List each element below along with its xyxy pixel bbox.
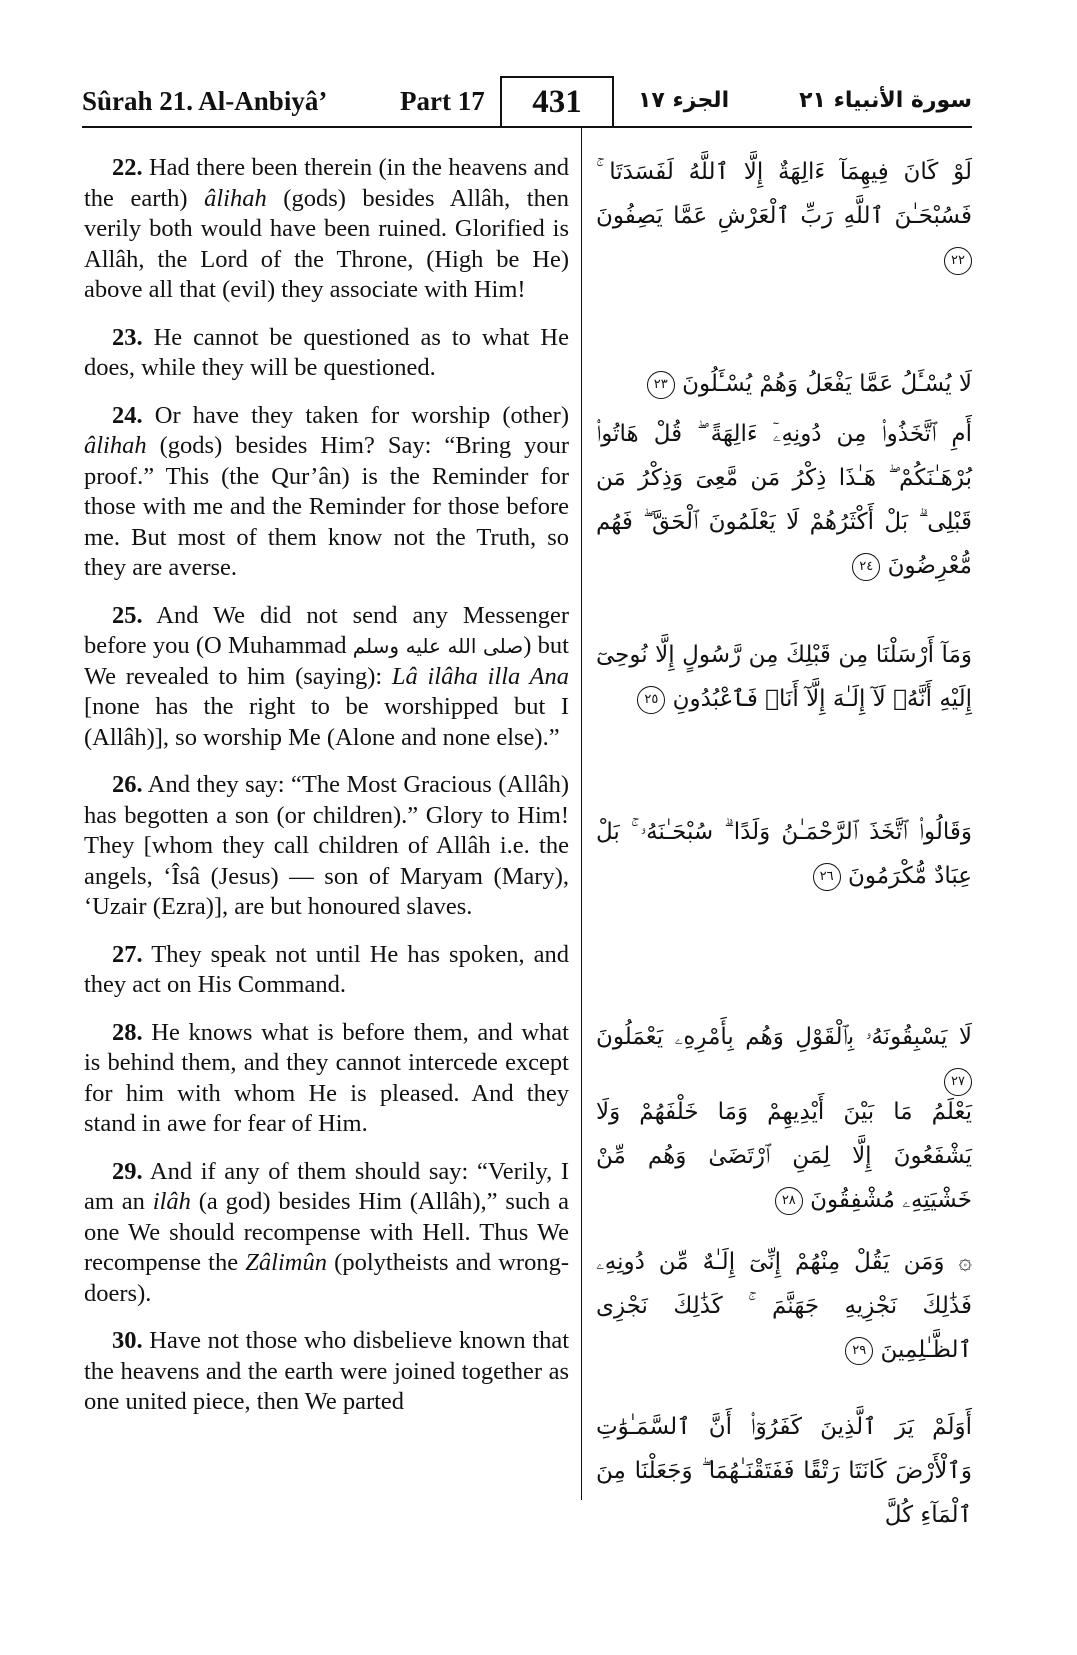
arabic-verse-text: ۞ وَمَن يَقُلْ مِنْهُمْ إِنِّىٓ إِلَـٰهٌ مِّن دُونِهِۦ فَذَٰلِكَ نَجْزِيهِ جَهَنَّمَ ۚ كَذَٰلِكَ نَجْزِى ٱلظَّـٰلِمِينَ [596,1249,972,1363]
italic-term: âlihah [84,432,147,459]
header-rule [82,126,972,128]
verse-text: (polytheists and wrong-doers). [84,1249,569,1307]
verse-arabic [596,1240,972,1372]
verse-translation [84,1326,569,1418]
surah-title-en: Sûrah 21. Al-Anbiyâ’ [82,86,328,116]
verse-translation [84,153,569,306]
verse-number: 27. [112,940,143,968]
verse-text: And they say: “The Most Gracious (Allâh) has begotten a son (or children).” Glory to Him! They [whom they call children of Allâh i.e. the angels, ‘Îsâ (Jesus) — son of Maryam (Mary), ‘Uzair (Ezra)], are but honoured slaves. [84,771,569,920]
ayah-end-marker: ٢٦ [813,863,841,891]
arabic-verse-text: لَوْ كَانَ فِيهِمَآ ءَالِهَةٌ إِلَّا ٱللَّهُ لَفَسَدَتَا ۚ فَسُبْحَـٰنَ ٱللَّهِ رَبِّ ٱلْعَرْشِ عَمَّا يَصِفُونَ [596,159,972,229]
arabic-verse-text: أَمِ ٱتَّخَذُوا۟ مِن دُونِهِۦٓ ءَالِهَةً ۖ قُلْ هَاتُوا۟ بُرْهَـٰنَكُمْ ۖ هَـٰذَا ذِكْرُ مَن مَّعِىَ وَذِكْرُ مَن قَبْلِى ۗ بَلْ أَكْثَرُهُمْ لَا يَعْلَمُونَ ٱلْحَقَّ ۖ فَهُم مُّعْرِضُونَ [596,421,972,579]
italic-term: Lâ ilâha illa Ana [391,662,569,690]
verse-number: 22. [112,154,143,181]
arabic-verse-text: وَمَآ أَرْسَلْنَا مِن قَبْلِكَ مِن رَّسُولٍ إِلَّا نُوحِىٓ إِلَيْهِ أَنَّهُۥ لَآ إِلَـٰهَ إِلَّآ أَنَا۠ فَٱعْبُدُونِ [596,642,972,712]
verse-translation [84,1018,569,1140]
page-number-box [500,76,614,126]
arabic-verse-text: لَا يُسْـَٔلُ عَمَّا يَفْعَلُ وَهُمْ يُسْـَٔلُونَ [682,371,972,397]
verse-translation [84,401,569,584]
verse-arabic [596,362,972,406]
english-translation-column [84,153,569,1435]
verse-text: (gods) besides Him? Say: “Bring your proof.” This (the Qur’ân) is the Reminder for those with me and the Reminder for those before me. But most of them know not the Truth, so they are averse. [84,432,569,581]
verse-number: 29. [112,1157,143,1185]
ayah-end-marker: ٢٧ [944,1068,972,1096]
column-divider [581,127,582,1500]
verse-text: Had there been therein (in the heavens and the earth) [84,154,569,212]
verse-text: They speak not until He has spoken, and they act on His Command. [84,940,569,998]
verse-arabic [596,810,972,898]
verse-text: ) but We revealed to him (saying): [84,632,569,690]
verse-number: 28. [112,1018,143,1046]
verse-text: And if any of them should say: “Verily, I am an [84,1157,569,1215]
verse-translation [84,323,569,384]
ayah-end-marker: ٢٩ [845,1337,873,1365]
part-label-en: Part 17 [400,86,485,116]
italic-term: ilâh [152,1188,191,1215]
juz-label-ar: الجزء ١٧ [638,88,730,113]
verse-text: And We did not send any Messenger before you (O Muhammad [84,601,569,659]
verse-number: 26. [112,771,143,798]
verse-number: 23. [112,323,143,351]
verse-arabic [596,1090,972,1222]
italic-term: âlihah [204,184,267,212]
verse-translation [84,1157,569,1310]
arabic-verse-text: يَعْلَمُ مَا بَيْنَ أَيْدِيهِمْ وَمَا خَلْفَهُمْ وَلَا يَشْفَعُونَ إِلَّا لِمَنِ ٱرْتَضَىٰ وَهُم مِّنْ خَشْيَتِهِۦ مُشْفِقُونَ [596,1099,972,1213]
verse-arabic [596,150,972,282]
verse-arabic [596,412,972,588]
surah-title-ar: سورة الأنبياء ٢١ [799,88,972,113]
ayah-end-marker: ٢٤ [852,553,880,581]
verse-text: (a god) besides Him (Allâh),” such a one We should recompense with Hell. Thus We recompense the [84,1188,569,1276]
ayah-end-marker: ٢٣ [647,371,675,399]
verse-number: 24. [112,401,143,429]
verse-text: He knows what is before them, and what is behind them, and they cannot intercede except for him with whom He is pleased. And they stand in awe for fear of Him. [84,1018,569,1137]
verse-translation [84,940,569,1001]
verse-text: (gods) besides Allâh, then verily both would have been ruined. Glorified is Allâh, the Lord of the Throne, (High be He) above all that (evil) they associate with Him! [84,184,569,303]
ayah-end-marker: ٢٢ [944,247,972,275]
verse-translation [84,770,569,923]
verse-text: Or have they taken for worship (other) [142,401,569,429]
ayah-end-marker: ٢٨ [775,1187,803,1215]
verse-arabic [596,633,972,721]
arabic-verse-text: لَا يَسْبِقُونَهُۥ بِٱلْقَوْلِ وَهُم بِأَمْرِهِۦ يَعْمَلُونَ [596,1024,972,1050]
page-header [82,74,972,126]
verse-text: Have not those who disbelieve known that the heavens and the earth were joined together as one united piece, then We parted [84,1327,569,1415]
verse-text: [none has the right to be worshipped but I (Allâh)], so worship Me (Alone and none else).” [84,693,569,751]
salutation-arabic: صلى الله عليه وسلم [352,634,524,658]
verse-number: 30. [112,1327,143,1354]
verse-text: He cannot be questioned as to what He does, while they will be questioned. [84,323,569,381]
verse-translation [84,601,569,754]
ayah-end-marker: ٢٥ [637,686,665,714]
arabic-verse-text: وَقَالُوا۟ ٱتَّخَذَ ٱلرَّحْمَـٰنُ وَلَدًا ۗ سُبْحَـٰنَهُۥ ۚ بَلْ عِبَادٌ مُّكْرَمُونَ [596,819,972,889]
page-number: 431 [532,83,582,120]
verse-arabic [596,1405,972,1537]
verse-number: 25. [112,601,143,629]
italic-term: Zâlimûn [245,1249,327,1276]
arabic-verse-text: أَوَلَمْ يَرَ ٱلَّذِينَ كَفَرُوٓا۟ أَنَّ ٱلسَّمَـٰوَٰتِ وَٱلْأَرْضَ كَانَتَا رَتْقًا فَفَتَقْنَـٰهُمَا ۖ وَجَعَلْنَا مِنَ ٱلْمَآءِ كُلَّ [596,1414,972,1528]
